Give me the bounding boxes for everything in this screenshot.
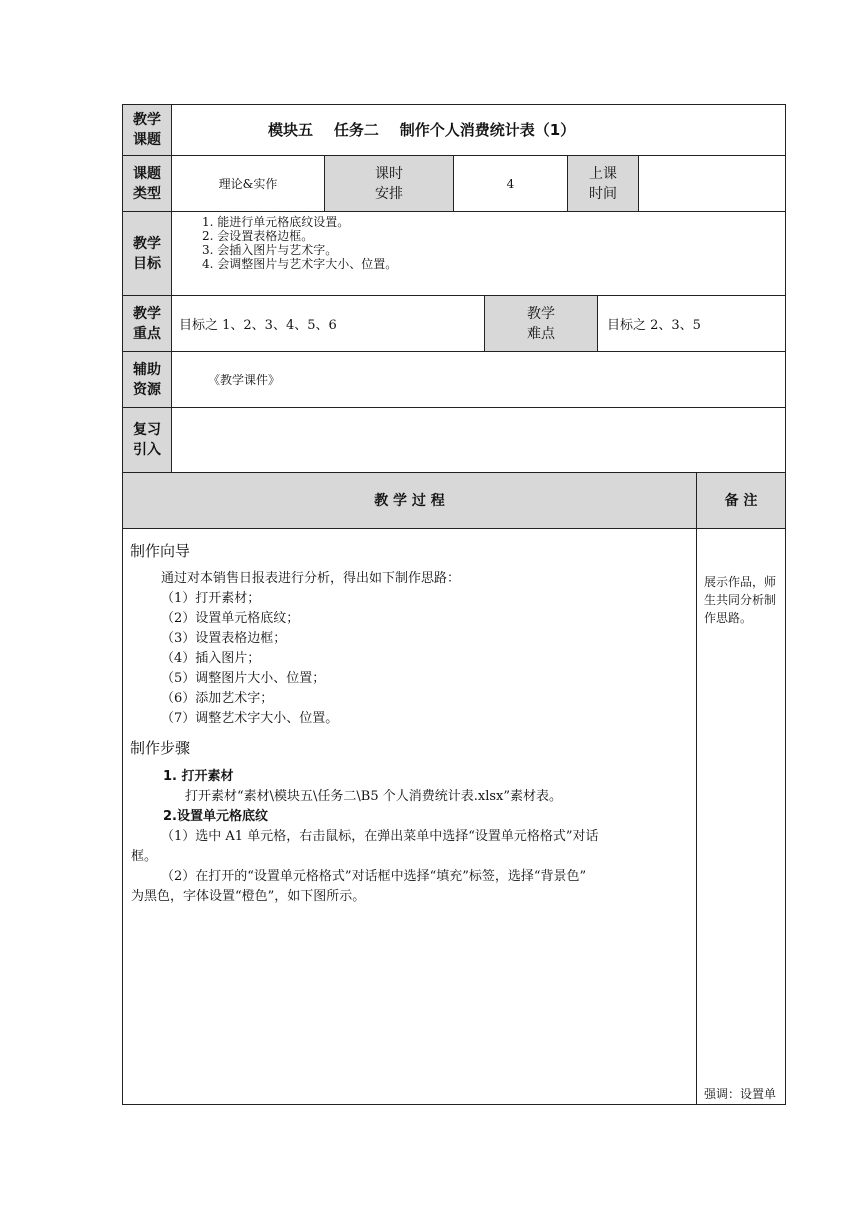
type-label: 课题 类型 (122, 155, 172, 212)
time-label: 上课 时间 (567, 155, 639, 212)
hours-value: 4 (453, 155, 568, 212)
process-heading: 教 学 过 程 (122, 472, 697, 529)
review-value (171, 407, 786, 473)
step-item: （2）设置单元格底纹； (161, 611, 300, 626)
step-item: （7）调整艺术字大小、位置。 (161, 711, 339, 726)
difficulty-value: 目标之 2、3、5 (597, 295, 786, 352)
goals-label: 教学 目标 (122, 211, 172, 296)
process-body (122, 528, 697, 1105)
section-heading-guide: 制作向导 (130, 542, 191, 560)
time-value (638, 155, 786, 212)
step2-paragraph2: （2）在打开的“设置单元格格式”对话框中选择“填充”标签，选择“背景色” (161, 869, 587, 884)
step-item: （5）调整图片大小、位置； (161, 671, 326, 686)
note-text: 展示作品，师生共同分析制作思路。 (704, 575, 777, 625)
key-label: 教学 重点 (122, 295, 172, 352)
difficulty-label: 教学 难点 (484, 295, 598, 352)
step-item: （6）添加艺术字； (161, 691, 274, 706)
hours-label: 课时 安排 (324, 155, 454, 212)
notes-body (696, 528, 786, 1105)
resources-value: 《教学课件》 (171, 351, 786, 408)
topic-label: 教学 课题 (122, 104, 172, 156)
goal-item: 4. 会调整图片与艺术字大小、位置。 (202, 257, 398, 271)
resources-label: 辅助 资源 (122, 351, 172, 408)
review-label: 复习 引入 (122, 407, 172, 473)
note-text-bottom: 强调：设置单 (704, 1087, 777, 1101)
goal-item: 1. 能进行单元格底纹设置。 (202, 215, 350, 229)
topic-cell (171, 104, 786, 156)
step2-paragraph1-cont: 框。 (131, 849, 158, 864)
section-heading-steps: 制作步骤 (130, 739, 191, 757)
intro-text: 通过对本销售日报表进行分析，得出如下制作思路： (161, 571, 461, 586)
key-value: 目标之 1、2、3、4、5、6 (171, 295, 485, 352)
step-item: （1）打开素材； (161, 591, 261, 606)
step1-title: 1. 打开素材 (163, 769, 234, 784)
step1-text: 打开素材“素材\模块五\任务二\B5 个人消费统计表.xlsx”素材表。 (185, 789, 563, 804)
lesson-title: 模块五 任务二 制作个人消费统计表（1） (268, 121, 576, 139)
step2-paragraph1: （1）选中 A1 单元格，右击鼠标，在弹出菜单中选择“设置单元格格式”对话 (161, 829, 599, 844)
step2-paragraph2-cont: 为黑色，字体设置“橙色”，如下图所示。 (131, 889, 366, 904)
goal-item: 2. 会设置表格边框。 (202, 229, 314, 243)
step-item: （3）设置表格边框； (161, 631, 287, 646)
goal-item: 3. 会插入图片与艺术字。 (202, 243, 338, 257)
notes-heading: 备 注 (696, 472, 786, 529)
goals-list (202, 215, 397, 271)
step-item: （4）插入图片； (161, 651, 261, 666)
step2-title: 2.设置单元格底纹 (163, 809, 268, 824)
goals-cell (171, 211, 786, 296)
type-value: 理论&实作 (171, 155, 325, 212)
